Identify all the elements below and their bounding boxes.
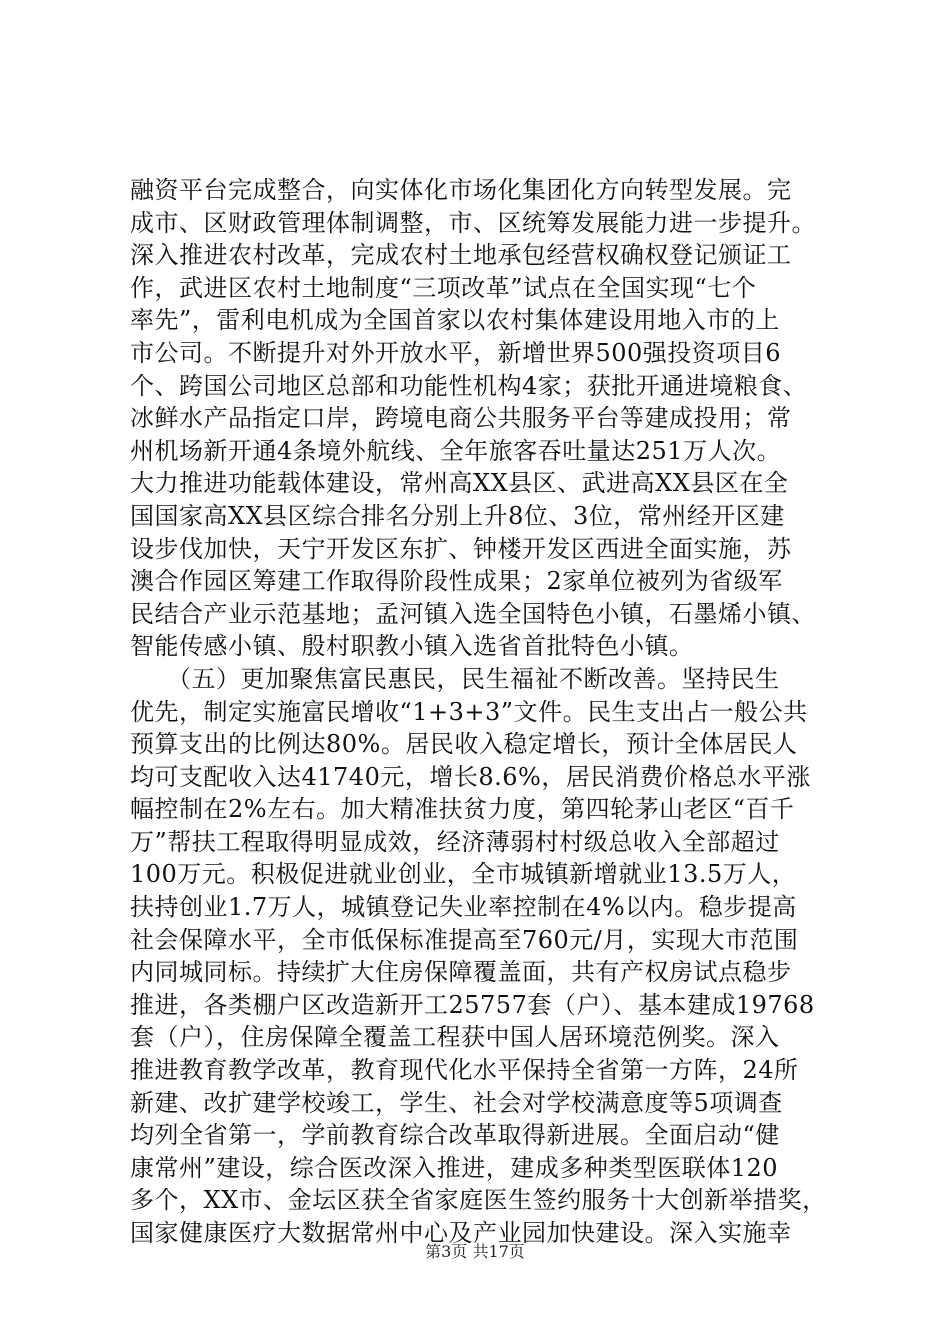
page-footer [0,1242,950,1262]
text-line-5: 率先”，雷利电机成为全国首家以农村集体建设用地入市的上 [130,306,780,335]
text-line-8: 冰鲜水产品指定口岸，跨境电商公共服务平台等建成投用；常 [130,404,792,433]
text-line-30: 均列全省第一，学前教育综合改革取得新进展。全面启动“健 [130,1121,780,1150]
text-line-1: 融资平台完成整合，向实体化市场化集团化方向转型发展。完 [130,176,792,204]
text-line-10: 大力推进功能载体建设，常州高XX县区、武进高XX县区在全 [130,469,789,498]
text-line-4: 作，武进区农村土地制度“三项改革”试点在全国实现“七个 [130,273,757,302]
text-line-17: 优先，制定实施富民增收“1+3+3”文件。民生支出占一般公共 [130,697,808,726]
text-line-14: 民结合产业示范基地；孟河镇入选全国特色小镇，石墨烯小镇、 [130,599,816,628]
text-line-22: 100万元。积极促进就业创业，全市城镇新增就业13.5万人， [130,860,797,889]
text-line-33: 国家健康医疗大数据常州中心及产业园加快建设。深入实施幸 [130,1219,792,1247]
text-line-28: 推进教育教学改革，教育现代化水平保持全省第一方阵，24所 [130,1056,799,1085]
text-line-24: 社会保障水平，全市低保标准提高至760元/月，实现大市范围 [130,925,799,954]
text-line-9: 州机场新开通4条境外航线、全年旅客吞吐量达251万人次。 [130,436,782,465]
text-line-23: 扶持创业1.7万人，城镇登记失业率控制在4%以内。稳步提高 [130,893,797,922]
text-line-7: 个、跨国公司地区总部和功能性机构4家；获批开通进境粮食、 [130,371,808,400]
text-line-27: 套（户），住房保障全覆盖工程获中国人居环境范例奖。深入 [130,1023,780,1052]
text-line-19: 均可支配收入达41740元，增长8.6%，居民消费价格总水平涨 [130,762,811,791]
text-line-2: 成市、区财政管理体制调整，市、区统筹发展能力进一步提升。 [130,208,816,237]
text-line-32: 多个，XX市、金坛区获全省家庭医生签约服务十大创新举措奖， [130,1186,827,1215]
text-line-31: 康常州”建设，综合医改深入推进，建成多种类型医联体120 [130,1153,779,1182]
text-line-26: 推进，各类棚户区改造新开工25757套（户）、基本建成19768 [130,990,815,1019]
text-line-13: 澳合作园区筹建工作取得阶段性成果；2家单位被列为省级军 [130,567,783,596]
text-line-20: 幅控制在2%左右。加大精准扶贫力度，第四轮茅山老区“百千 [130,795,795,824]
text-line-21: 万”帮扶工程取得明显成效，经济薄弱村村级总收入全部超过 [130,827,780,856]
text-line-11: 国国家高XX县区综合排名分别上升8位、3位，常州经开区建 [130,501,785,530]
text-line-29: 新建、改扩建学校竣工，学生、社会对学校满意度等5项调查 [130,1088,783,1117]
text-line-16: （五）更加聚焦富民惠民，民生福祉不断改善。坚持民生 [130,664,780,693]
body-text [130,174,830,1250]
text-line-3: 深入推进农村改革，完成农村土地承包经营权确权登记颁证工 [130,241,792,270]
text-line-12: 设步伐加快，天宁开发区东扩、钟楼开发区西进全面实施，苏 [130,534,792,563]
text-line-25: 内同城同标。持续扩大住房保障覆盖面，共有产权房试点稳步 [130,958,792,987]
text-line-15: 智能传感小镇、殷村职教小镇入选省首批特色小镇。 [130,632,694,661]
text-line-18: 预算支出的比例达80%。居民收入稳定增长，预计全体居民人 [130,730,798,759]
text-line-6: 市公司。不断提升对外开放水平，新增世界500强投资项目6 [130,338,782,367]
page-number-label: 第3页 共17页 [425,1242,525,1261]
